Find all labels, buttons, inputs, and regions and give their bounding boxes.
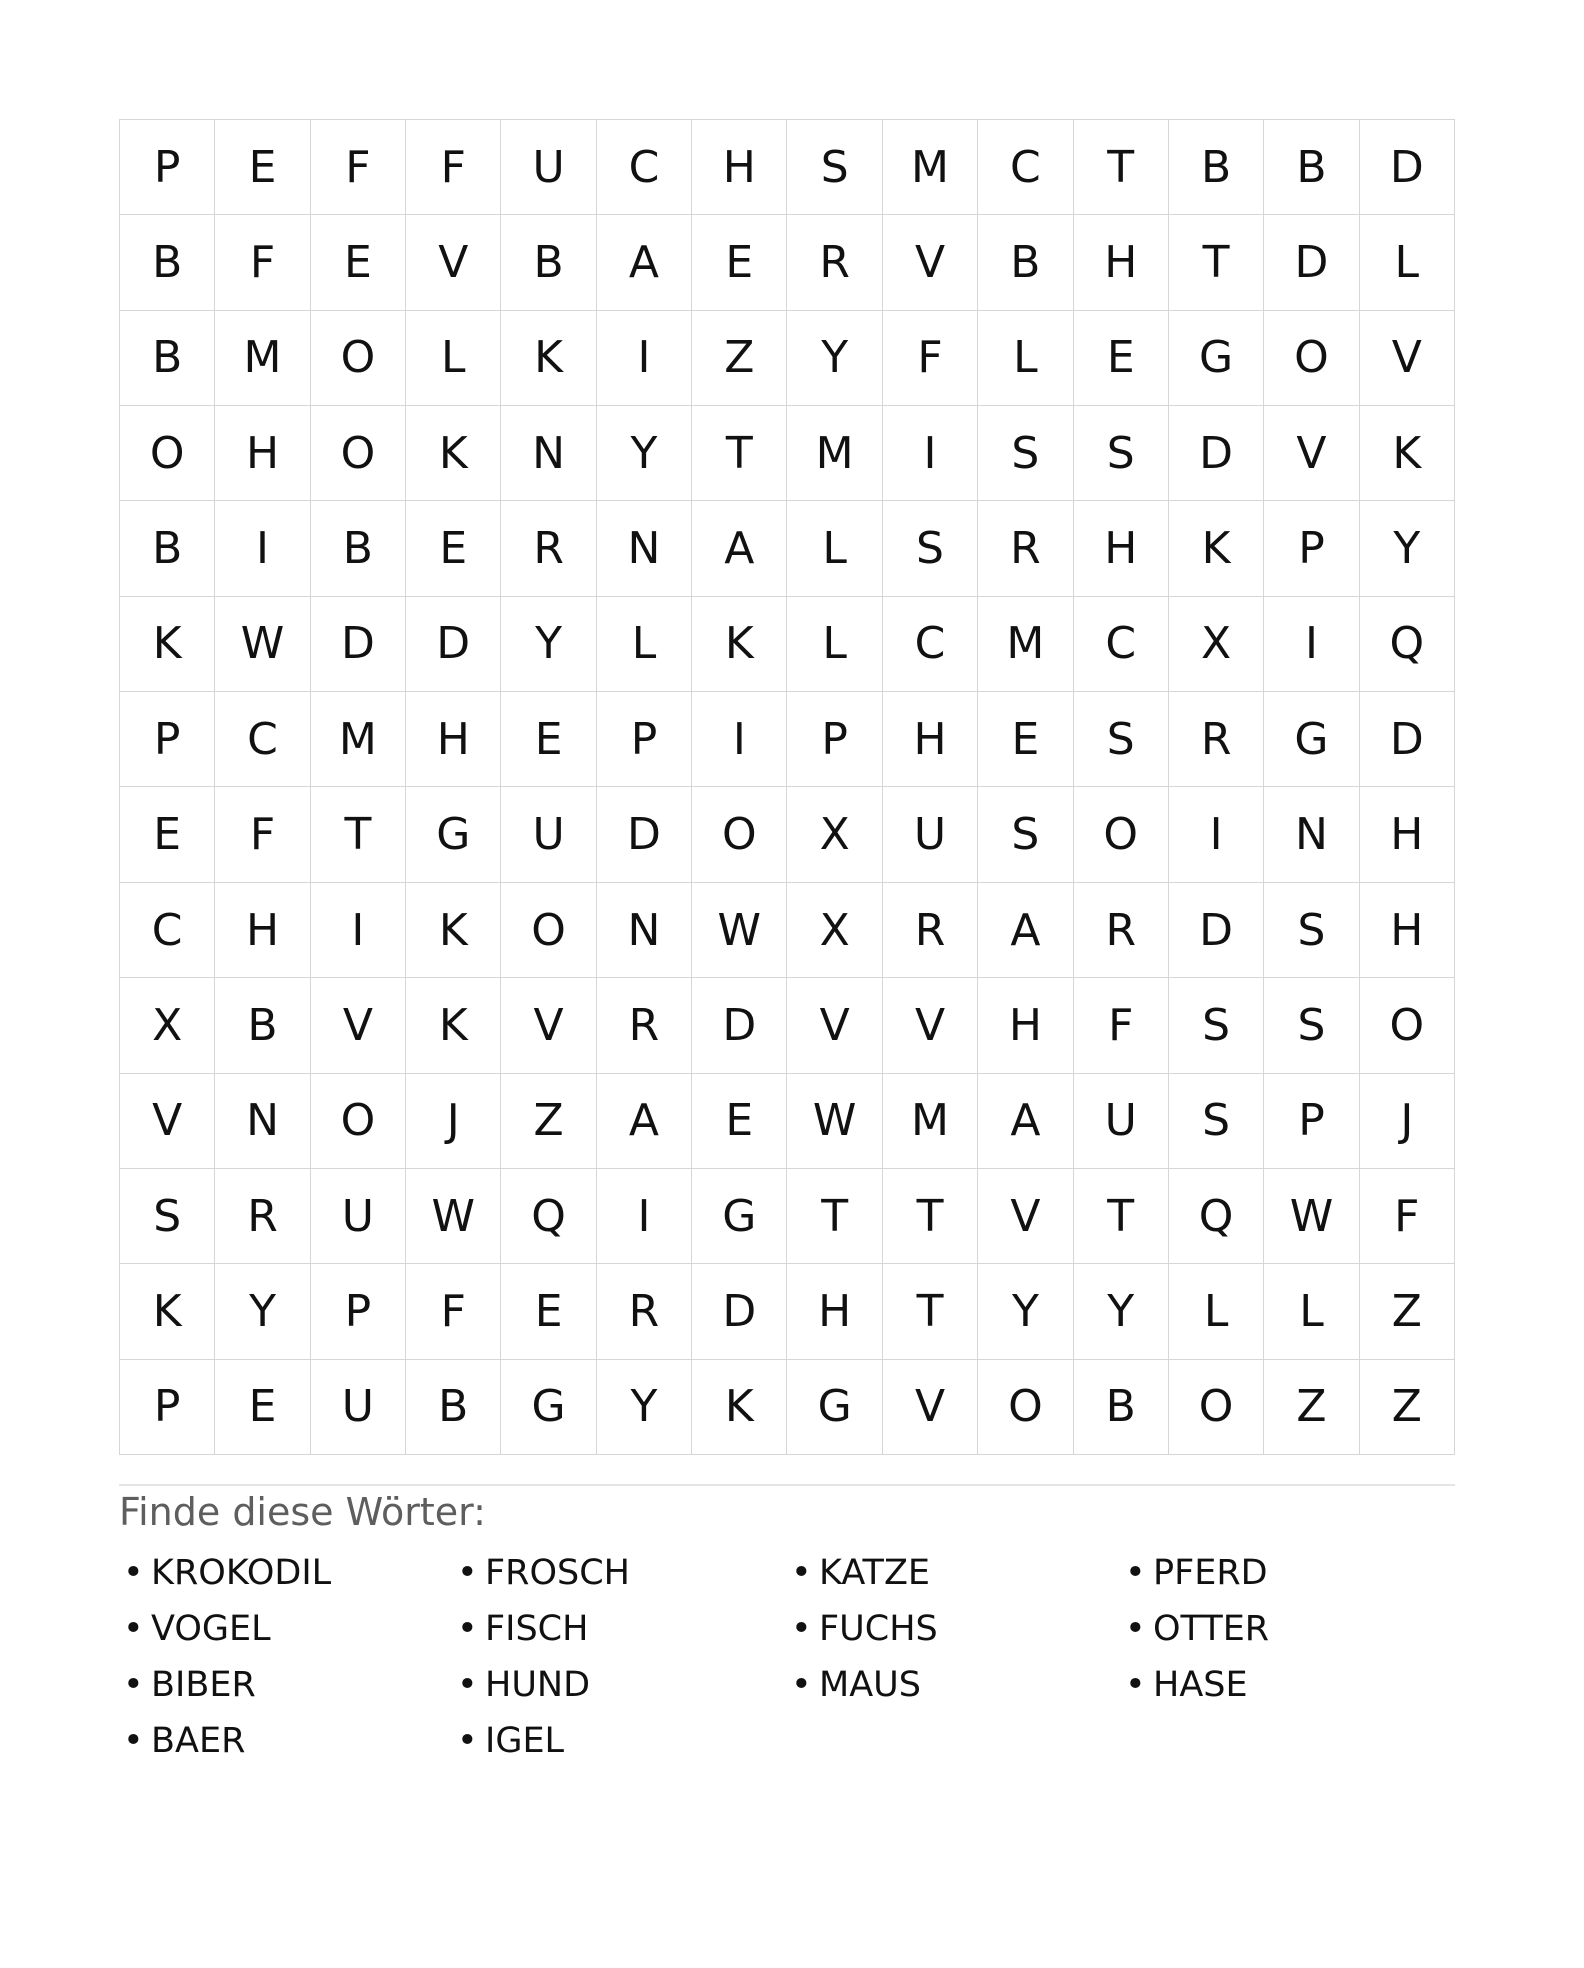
grid-cell[interactable]: F (215, 215, 310, 310)
word-label: VOGEL (151, 1609, 271, 1649)
grid-cell[interactable]: K (406, 406, 501, 501)
letter-grid (119, 119, 1455, 1455)
grid-cell[interactable]: C (1074, 597, 1169, 692)
bullet-icon: • (123, 1665, 144, 1705)
grid-cell[interactable]: A (597, 215, 692, 310)
grid-cell[interactable]: X (1169, 597, 1264, 692)
bullet-icon: • (123, 1609, 144, 1649)
grid-cell[interactable]: G (692, 1169, 787, 1264)
grid-cell[interactable]: B (120, 311, 215, 406)
grid-cell[interactable]: B (120, 215, 215, 310)
word-label: HASE (1153, 1665, 1248, 1705)
grid-cell[interactable]: Q (1169, 1169, 1264, 1264)
grid-cell[interactable]: D (1360, 692, 1455, 787)
word-list-item (787, 1601, 1121, 1657)
grid-cell[interactable]: U (501, 787, 596, 882)
grid-cell[interactable]: V (120, 1074, 215, 1169)
grid-cell[interactable]: F (883, 311, 978, 406)
bullet-icon: • (791, 1665, 812, 1705)
grid-cell[interactable]: Z (1264, 1360, 1359, 1455)
grid-cell[interactable]: S (978, 787, 1073, 882)
grid-cell[interactable]: I (597, 311, 692, 406)
grid-cell[interactable]: S (1264, 978, 1359, 1073)
grid-cell[interactable]: L (1169, 1264, 1264, 1359)
grid-cell[interactable]: M (787, 406, 882, 501)
grid-cell[interactable]: Y (597, 406, 692, 501)
grid-cell[interactable]: W (215, 597, 310, 692)
grid-cell[interactable]: P (311, 1264, 406, 1359)
grid-cell[interactable]: L (1360, 215, 1455, 310)
grid-cell[interactable]: F (1360, 1169, 1455, 1264)
grid-cell[interactable]: P (120, 1360, 215, 1455)
word-list-item (1121, 1545, 1455, 1601)
grid-cell[interactable]: F (406, 120, 501, 215)
grid-cell[interactable]: D (1360, 120, 1455, 215)
grid-cell[interactable]: W (692, 883, 787, 978)
grid-cell[interactable]: G (406, 787, 501, 882)
grid-cell[interactable]: E (215, 120, 310, 215)
word-label: OTTER (1153, 1609, 1270, 1649)
grid-cell[interactable]: T (883, 1169, 978, 1264)
bullet-icon: • (457, 1665, 478, 1705)
grid-cell[interactable]: U (311, 1360, 406, 1455)
grid-cell[interactable]: Z (1360, 1264, 1455, 1359)
bullet-icon: • (457, 1609, 478, 1649)
grid-cell[interactable]: L (1264, 1264, 1359, 1359)
grid-cell[interactable]: T (1074, 120, 1169, 215)
grid-cell[interactable]: S (1074, 406, 1169, 501)
bullet-icon: • (791, 1553, 812, 1593)
grid-cell[interactable]: A (978, 1074, 1073, 1169)
grid-cell[interactable]: V (406, 215, 501, 310)
grid-cell[interactable]: J (406, 1074, 501, 1169)
word-label: HUND (485, 1665, 591, 1705)
grid-cell[interactable]: P (787, 692, 882, 787)
grid-cell[interactable]: V (787, 978, 882, 1073)
grid-cell[interactable]: S (1264, 883, 1359, 978)
grid-cell[interactable]: K (406, 883, 501, 978)
word-label: BIBER (151, 1665, 256, 1705)
grid-cell[interactable]: B (1264, 120, 1359, 215)
bullet-icon: • (791, 1609, 812, 1649)
grid-cell[interactable]: J (1360, 1074, 1455, 1169)
grid-cell[interactable]: Y (787, 311, 882, 406)
grid-cell[interactable]: C (120, 883, 215, 978)
grid-cell[interactable]: W (787, 1074, 882, 1169)
word-list-item (1121, 1657, 1455, 1713)
grid-cell[interactable]: K (501, 311, 596, 406)
grid-cell[interactable]: S (1074, 692, 1169, 787)
grid-cell[interactable]: Y (978, 1264, 1073, 1359)
word-label: PFERD (1153, 1553, 1268, 1593)
grid-cell[interactable]: O (1360, 978, 1455, 1073)
grid-cell[interactable]: E (501, 692, 596, 787)
grid-cell[interactable]: E (406, 501, 501, 596)
grid-cell[interactable]: K (120, 597, 215, 692)
word-label: KATZE (819, 1553, 931, 1593)
grid-cell[interactable]: V (978, 1169, 1073, 1264)
grid-cell[interactable]: D (1264, 215, 1359, 310)
grid-cell[interactable]: O (1074, 787, 1169, 882)
grid-cell[interactable]: R (978, 501, 1073, 596)
grid-cell[interactable]: D (311, 597, 406, 692)
grid-cell[interactable]: S (787, 120, 882, 215)
grid-cell[interactable]: B (978, 215, 1073, 310)
bullet-icon: • (123, 1721, 144, 1761)
grid-cell[interactable]: N (597, 501, 692, 596)
grid-cell[interactable]: T (787, 1169, 882, 1264)
word-list-item (453, 1601, 787, 1657)
grid-cell[interactable]: V (501, 978, 596, 1073)
grid-cell[interactable]: V (883, 215, 978, 310)
word-label: FROSCH (485, 1553, 630, 1593)
grid-cell[interactable]: P (597, 692, 692, 787)
bullet-icon: • (457, 1553, 478, 1593)
grid-cell[interactable]: Y (215, 1264, 310, 1359)
grid-cell[interactable]: N (501, 406, 596, 501)
grid-cell[interactable]: O (501, 883, 596, 978)
bullet-icon: • (457, 1721, 478, 1761)
grid-cell[interactable]: Y (1360, 501, 1455, 596)
grid-cell[interactable]: P (1264, 1074, 1359, 1169)
grid-cell[interactable]: O (311, 1074, 406, 1169)
grid-cell[interactable]: S (978, 406, 1073, 501)
grid-cell[interactable]: L (787, 597, 882, 692)
grid-cell[interactable]: L (406, 311, 501, 406)
grid-cell[interactable]: Y (501, 597, 596, 692)
grid-cell[interactable]: C (978, 120, 1073, 215)
grid-cell[interactable]: F (1074, 978, 1169, 1073)
grid-cell[interactable]: X (787, 787, 882, 882)
grid-cell[interactable]: Z (501, 1074, 596, 1169)
grid-cell[interactable]: K (1169, 501, 1264, 596)
grid-cell[interactable]: Q (501, 1169, 596, 1264)
word-list-item (453, 1545, 787, 1601)
word-label: MAUS (819, 1665, 921, 1705)
grid-cell[interactable]: G (1264, 692, 1359, 787)
grid-cell[interactable]: B (1169, 120, 1264, 215)
grid-cell[interactable]: M (215, 311, 310, 406)
grid-cell[interactable]: B (501, 215, 596, 310)
grid-cell[interactable]: G (787, 1360, 882, 1455)
grid-cell[interactable]: V (1360, 311, 1455, 406)
word-list-item (453, 1713, 787, 1769)
grid-cell[interactable]: V (1264, 406, 1359, 501)
grid-cell[interactable]: F (311, 120, 406, 215)
word-list-item (119, 1657, 453, 1713)
grid-cell[interactable]: R (883, 883, 978, 978)
grid-cell[interactable]: Z (692, 311, 787, 406)
grid-cell[interactable]: W (1264, 1169, 1359, 1264)
word-label: KROKODIL (151, 1553, 332, 1593)
grid-cell[interactable]: E (311, 215, 406, 310)
word-list-item (119, 1713, 453, 1769)
grid-cell[interactable]: O (978, 1360, 1073, 1455)
grid-cell[interactable]: K (692, 1360, 787, 1455)
grid-cell[interactable]: O (1264, 311, 1359, 406)
grid-cell[interactable]: H (1074, 215, 1169, 310)
bullet-icon: • (1125, 1609, 1146, 1649)
grid-cell[interactable]: E (1074, 311, 1169, 406)
grid-cell[interactable]: Z (1360, 1360, 1455, 1455)
grid-cell[interactable]: E (120, 787, 215, 882)
grid-cell[interactable]: D (692, 978, 787, 1073)
grid-cell[interactable]: H (1360, 787, 1455, 882)
grid-cell[interactable]: I (311, 883, 406, 978)
word-label: IGEL (485, 1721, 565, 1761)
grid-cell[interactable]: H (406, 692, 501, 787)
grid-cell[interactable]: O (311, 406, 406, 501)
word-label: FISCH (485, 1609, 589, 1649)
grid-cell[interactable]: H (883, 692, 978, 787)
grid-cell[interactable]: C (215, 692, 310, 787)
grid-cell[interactable]: O (692, 787, 787, 882)
bullet-icon: • (1125, 1553, 1146, 1593)
grid-cell[interactable]: U (1074, 1074, 1169, 1169)
grid-cell[interactable]: B (1074, 1360, 1169, 1455)
word-list-item (1121, 1601, 1455, 1657)
grid-cell[interactable]: F (215, 787, 310, 882)
grid-cell[interactable]: I (597, 1169, 692, 1264)
grid-cell[interactable]: I (1169, 787, 1264, 882)
word-list-item (787, 1657, 1121, 1713)
grid-cell[interactable]: Q (1360, 597, 1455, 692)
grid-cell[interactable]: U (311, 1169, 406, 1264)
grid-cell[interactable]: M (978, 597, 1073, 692)
grid-cell[interactable]: T (311, 787, 406, 882)
grid-cell[interactable]: S (883, 501, 978, 596)
word-list-item (119, 1545, 453, 1601)
grid-cell[interactable]: I (215, 501, 310, 596)
grid-cell[interactable]: A (692, 501, 787, 596)
grid-cell[interactable]: W (406, 1169, 501, 1264)
grid-cell[interactable]: B (215, 978, 310, 1073)
grid-cell[interactable]: I (883, 406, 978, 501)
grid-cell[interactable]: R (215, 1169, 310, 1264)
grid-cell[interactable]: S (1169, 978, 1264, 1073)
grid-cell[interactable]: H (1360, 883, 1455, 978)
grid-cell[interactable]: H (978, 978, 1073, 1073)
grid-cell[interactable]: T (883, 1264, 978, 1359)
grid-cell[interactable]: M (883, 120, 978, 215)
grid-cell[interactable]: T (692, 406, 787, 501)
grid-cell[interactable]: S (120, 1169, 215, 1264)
grid-cell[interactable]: H (787, 1264, 882, 1359)
grid-cell[interactable]: L (787, 501, 882, 596)
grid-cell[interactable]: C (883, 597, 978, 692)
grid-cell[interactable]: K (1360, 406, 1455, 501)
grid-cell[interactable]: E (692, 215, 787, 310)
grid-cell[interactable]: P (120, 120, 215, 215)
grid-cell[interactable]: R (597, 1264, 692, 1359)
grid-cell[interactable]: A (597, 1074, 692, 1169)
grid-cell[interactable]: E (215, 1360, 310, 1455)
grid-cell[interactable]: E (501, 1264, 596, 1359)
grid-cell[interactable]: P (120, 692, 215, 787)
grid-cell[interactable]: Y (597, 1360, 692, 1455)
grid-cell[interactable]: R (501, 501, 596, 596)
grid-cell[interactable]: D (1169, 406, 1264, 501)
grid-cell[interactable]: B (406, 1360, 501, 1455)
grid-cell[interactable]: G (501, 1360, 596, 1455)
grid-cell[interactable]: B (311, 501, 406, 596)
grid-cell[interactable]: H (692, 120, 787, 215)
grid-cell[interactable]: O (120, 406, 215, 501)
word-list-item (119, 1601, 453, 1657)
word-list (119, 1545, 1455, 1769)
grid-cell[interactable]: T (1169, 215, 1264, 310)
word-list-item (453, 1657, 787, 1713)
grid-cell[interactable]: H (215, 883, 310, 978)
grid-cell[interactable]: V (883, 978, 978, 1073)
grid-cell[interactable]: H (1074, 501, 1169, 596)
grid-cell[interactable]: I (692, 692, 787, 787)
grid-cell[interactable]: I (1264, 597, 1359, 692)
grid-cell[interactable]: X (120, 978, 215, 1073)
word-label: FUCHS (819, 1609, 938, 1649)
grid-cell[interactable]: R (597, 978, 692, 1073)
grid-cell[interactable]: M (883, 1074, 978, 1169)
bullet-icon: • (1125, 1665, 1146, 1705)
grid-cell[interactable]: N (1264, 787, 1359, 882)
grid-cell[interactable]: R (1074, 883, 1169, 978)
grid-cell[interactable]: E (692, 1074, 787, 1169)
divider (119, 1484, 1455, 1486)
grid-cell[interactable]: O (1169, 1360, 1264, 1455)
grid-cell[interactable]: K (692, 597, 787, 692)
bullet-icon: • (123, 1553, 144, 1593)
grid-cell[interactable]: N (597, 883, 692, 978)
grid-cell[interactable]: U (883, 787, 978, 882)
grid-cell[interactable]: V (883, 1360, 978, 1455)
grid-cell[interactable]: L (597, 597, 692, 692)
grid-cell[interactable]: C (597, 120, 692, 215)
grid-cell[interactable]: K (120, 1264, 215, 1359)
grid-cell[interactable]: K (406, 978, 501, 1073)
grid-cell[interactable]: D (692, 1264, 787, 1359)
grid-cell[interactable]: S (1169, 1074, 1264, 1169)
word-list-item (787, 1545, 1121, 1601)
grid-cell[interactable]: X (787, 883, 882, 978)
grid-cell[interactable]: R (787, 215, 882, 310)
grid-cell[interactable]: V (311, 978, 406, 1073)
grid-cell[interactable]: E (978, 692, 1073, 787)
grid-cell[interactable]: P (1264, 501, 1359, 596)
word-list-heading: Finde diese Wörter: (119, 1490, 486, 1534)
grid-cell[interactable]: M (311, 692, 406, 787)
grid-cell[interactable]: N (215, 1074, 310, 1169)
grid-cell[interactable]: L (978, 311, 1073, 406)
grid-cell[interactable]: G (1169, 311, 1264, 406)
grid-cell[interactable]: T (1074, 1169, 1169, 1264)
word-label: BAER (151, 1721, 246, 1761)
grid-cell[interactable]: Y (1074, 1264, 1169, 1359)
grid-cell[interactable]: F (406, 1264, 501, 1359)
grid-cell[interactable]: U (501, 120, 596, 215)
grid-cell[interactable]: H (215, 406, 310, 501)
grid-cell[interactable]: A (978, 883, 1073, 978)
grid-cell[interactable]: O (311, 311, 406, 406)
grid-cell[interactable]: R (1169, 692, 1264, 787)
grid-cell[interactable]: D (597, 787, 692, 882)
grid-cell[interactable]: B (120, 501, 215, 596)
grid-cell[interactable]: D (1169, 883, 1264, 978)
grid-cell[interactable]: D (406, 597, 501, 692)
